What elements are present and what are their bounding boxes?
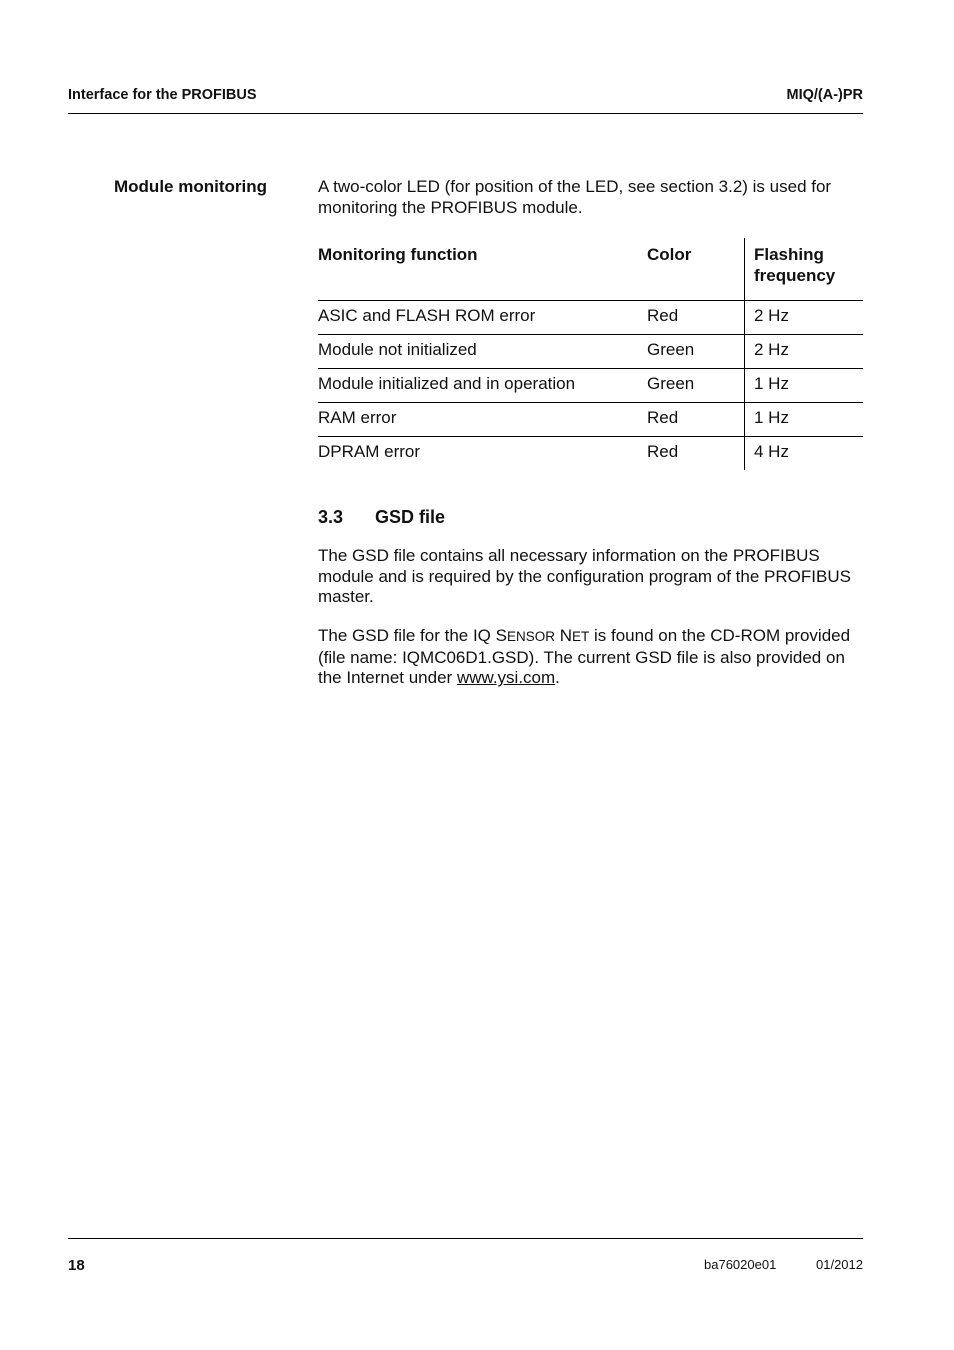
cell-function: Module initialized and in operation	[318, 369, 647, 403]
table-row	[318, 335, 863, 369]
cell-frequency: 1 Hz	[745, 369, 864, 403]
running-header-model: MIQ/(A-)PR	[786, 87, 863, 103]
document-date: 01/2012	[816, 1257, 863, 1272]
cell-frequency: 2 Hz	[745, 301, 864, 335]
running-header-title: Interface for the PROFIBUS	[68, 87, 257, 103]
cell-color: Green	[647, 369, 745, 403]
led-monitoring-table	[318, 238, 863, 470]
cell-frequency: 4 Hz	[745, 437, 864, 471]
ysi-website-link[interactable]: www.ysi.com	[456, 668, 556, 688]
cell-function: DPRAM error	[318, 442, 421, 461]
side-heading-module-monitoring: Module monitoring	[114, 177, 267, 196]
table-row	[318, 301, 863, 335]
col-header-frequency: Flashing frequency	[745, 238, 864, 301]
cell-frequency: 2 Hz	[745, 335, 864, 369]
section-number: 3.3	[318, 507, 344, 527]
cell-frequency: 1 Hz	[745, 403, 864, 437]
footer-rule	[68, 1238, 863, 1239]
col-header-function: Monitoring function	[318, 238, 647, 301]
cell-function: RAM error	[318, 403, 647, 437]
sensor-initial: S	[495, 626, 507, 645]
gsd-text-end: .	[555, 668, 560, 688]
cell-color: Green	[647, 335, 745, 369]
module-monitoring-intro: A two-color LED (for position of the LED, see section 3.2) is used for monitoring the PROFIBUS module.	[318, 177, 832, 217]
table-row	[318, 369, 863, 403]
cell-color: Red	[647, 403, 745, 437]
table-row	[318, 403, 863, 437]
cell-function: ASIC and FLASH ROM error	[318, 301, 647, 335]
header-rule	[68, 113, 863, 114]
net-initial: N	[559, 626, 572, 645]
cell-color: Red	[647, 442, 679, 461]
net-smallcaps: ET	[572, 629, 590, 644]
cell-color: Red	[647, 301, 745, 335]
page-number: 18	[68, 1257, 85, 1274]
section-title: GSD file	[375, 507, 446, 527]
gsd-text-a: The GSD file for the IQ	[318, 626, 496, 645]
cell-function: Module not initialized	[318, 335, 647, 369]
table-header-row	[318, 238, 863, 301]
gsd-text-b: is found on the CD-ROM provided (file name: IQMC06D1.GSD). The current GSD file is also provided on the Internet under	[318, 626, 851, 688]
sensor-smallcaps: ENSOR	[506, 629, 555, 644]
gsd-paragraph-1: The GSD file contains all necessary information on the PROFIBUS module and is required by the configuration program of the PROFIBUS master.	[318, 546, 851, 607]
gsd-paragraph-2	[318, 626, 866, 689]
document-code: ba76020e01	[704, 1257, 777, 1272]
table-row	[318, 437, 863, 471]
col-header-color: Color	[647, 238, 745, 301]
